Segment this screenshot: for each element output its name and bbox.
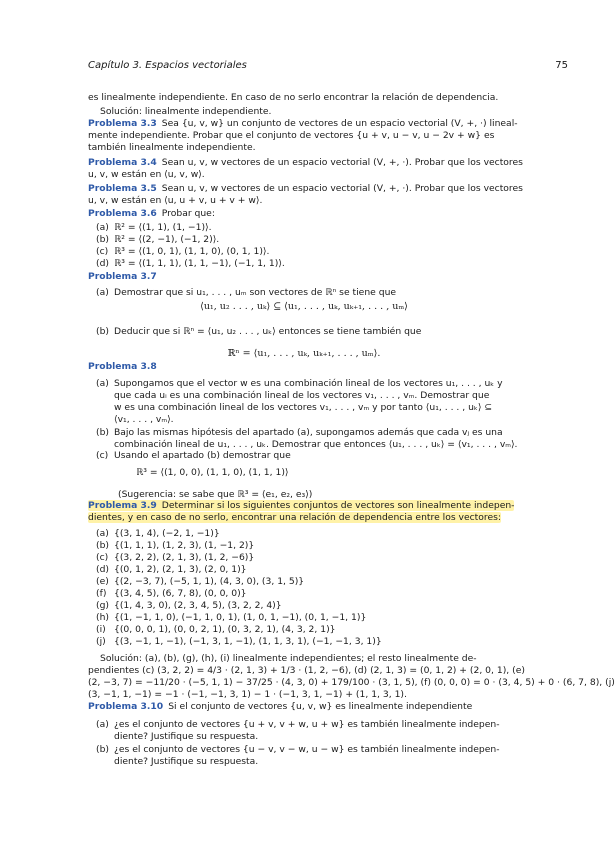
problem-heading-line — [88, 500, 520, 511]
line-text: Determinar si los siguientes conjuntos de vectores son linealmente indepen- — [161, 500, 515, 511]
list-item — [96, 528, 520, 539]
list-item — [96, 427, 520, 438]
line-content — [88, 118, 518, 129]
text-line — [88, 92, 520, 103]
list-item — [96, 258, 520, 269]
item-label: (c) — [96, 552, 109, 563]
problem-heading-line — [88, 118, 520, 129]
line-text: w es una combinación lineal de los vectores v₁, . . . , vₘ y por tanto ⟨u₁, . . . , uₖ⟩ ⊆ — [114, 402, 493, 413]
line-content — [96, 540, 254, 551]
item-label: (b) — [96, 744, 110, 755]
line-content — [96, 552, 254, 563]
line-content — [88, 195, 262, 206]
item-label: (j) — [96, 636, 106, 647]
problem-heading-line — [88, 183, 523, 194]
problem-heading-line — [88, 271, 520, 282]
line-text: pendientes (c) (3, 2, 2) = 4/3 · (2, 1, 3) + 1/3 · (1, 2, −6), (d) (2, 1, 3) = (0, 1, 2) + (2, 0, 1), (e) — [88, 665, 525, 676]
line-content — [96, 744, 500, 755]
text-line — [100, 106, 520, 117]
line-text: {(3, 4, 5), (6, 7, 8), (0, 0, 0)} — [114, 588, 247, 599]
line-content — [88, 92, 498, 103]
list-item — [96, 600, 520, 611]
list-item — [96, 450, 520, 461]
line-text: mente independiente. Probar que el conjunto de vectores {u + v, u − v, u − 2v + w} es — [88, 130, 495, 141]
problem-label: Problema 3.4 — [88, 157, 157, 168]
line-text: también linealmente independiente. — [88, 142, 256, 153]
list-item — [96, 246, 520, 257]
problem-label: Problema 3.9 — [88, 500, 157, 511]
item-label: (a) — [96, 528, 109, 539]
list-item — [96, 624, 520, 635]
line-content — [114, 390, 489, 401]
line-content — [96, 450, 291, 461]
line-text: es linealmente independiente. En caso de no serlo encontrar la relación de dependencia. — [88, 92, 499, 103]
line-text: ¿es el conjunto de vectores {u − v, v − w, u − w} es también linealmente indepen- — [114, 744, 500, 755]
list-item — [96, 287, 520, 298]
line-content — [96, 576, 304, 587]
text-line — [114, 756, 520, 767]
line-content — [96, 588, 247, 599]
item-label: (d) — [96, 564, 110, 575]
text-line — [114, 414, 520, 425]
list-item — [96, 552, 520, 563]
list-item — [96, 744, 520, 755]
line-text: diente? Justifique su respuesta. — [114, 731, 259, 742]
line-text: que cada uᵢ es una combinación lineal de los vectores v₁, . . . , vₘ. Demostrar que — [114, 390, 490, 401]
line-content — [88, 169, 205, 180]
line-content — [114, 402, 492, 413]
line-content — [114, 414, 174, 425]
line-content — [96, 246, 269, 257]
line-content — [96, 528, 220, 539]
line-text: {(0, 0, 0, 1), (0, 0, 2, 1), (0, 3, 2, 1), (4, 3, 2, 1)} — [114, 624, 336, 635]
line-content — [136, 467, 289, 478]
problem-label: Problema 3.10 — [88, 701, 164, 712]
problem-label: Problema 3.6 — [88, 208, 157, 219]
line-text: Deducir que si ℝⁿ = ⟨u₁, u₂ . . . , uₖ⟩ entonces se tiene también que — [114, 326, 422, 337]
text-line — [88, 142, 520, 153]
display-equation: ℝⁿ = ⟨u₁, . . . , uₖ, uₖ₊₁, . . . , uₘ⟩. — [227, 348, 381, 359]
line-text: (2, −3, 7) = −11/20 · (−5, 1, 1) − 37/25 · (4, 3, 0) + 179/100 · (3, 1, 5), (f) (0, 0, 0) = 0 · (3, 4, 5) + 0 · (6, 7, 8), (j) — [88, 677, 615, 688]
line-text: u, v, w están en ⟨u, v, w⟩. — [88, 169, 205, 180]
line-content — [96, 222, 212, 233]
line-text: combinación lineal de u₁, . . . , uₖ. Demostrar que entonces ⟨u₁, . . . , uₖ⟩ = ⟨v₁, . . . , vₘ⟩. — [114, 439, 518, 450]
line-text: u, v, w están en ⟨u, u + v, u + v + w⟩. — [88, 195, 263, 206]
text-line — [88, 677, 615, 688]
item-label: (b) — [96, 540, 110, 551]
line-content — [88, 183, 523, 194]
line-content — [88, 271, 162, 282]
line-content — [96, 719, 500, 730]
line-content — [96, 636, 382, 647]
line-text: dientes, y en caso de no serlo, encontrar una relación de dependencia entre los vectores: — [88, 512, 501, 523]
text-line — [114, 731, 520, 742]
line-content — [96, 326, 421, 337]
line-content — [118, 489, 312, 500]
list-item — [96, 719, 520, 730]
line-text: {(0, 1, 2), (2, 1, 3), (2, 0, 1)} — [114, 564, 247, 575]
line-text: {(1, 1, 1), (1, 2, 3), (1, −1, 2)} — [114, 540, 255, 551]
list-item — [96, 234, 520, 245]
line-text: (Sugerencia: se sabe que ℝ³ = ⟨e₁, e₂, e₃⟩) — [118, 489, 313, 500]
text-line — [88, 665, 525, 676]
problem-label: Problema 3.5 — [88, 183, 157, 194]
line-text: {(3, 2, 2), (2, 1, 3), (1, 2, −6)} — [114, 552, 255, 563]
text-line — [88, 169, 520, 180]
line-text: diente? Justifique su respuesta. — [114, 756, 259, 767]
line-text: ℝ³ = ⟨(1, 0, 1), (1, 1, 0), (0, 1, 1)⟩. — [114, 246, 270, 257]
line-text: Usando el apartado (b) demostrar que — [114, 450, 291, 461]
problem-heading-line — [88, 361, 520, 372]
line-text: ℝ³ = ⟨(1, 1, 1), (1, 1, −1), (−1, 1, 1)⟩. — [114, 258, 285, 269]
list-item — [96, 564, 520, 575]
line-content — [96, 427, 503, 438]
item-label: (c) — [96, 450, 109, 461]
item-label: (a) — [96, 287, 109, 298]
highlighted-text — [88, 500, 514, 511]
line-text: {(3, −1, 1, −1), (−1, 3, 1, −1), (1, 1, 3, 1), (−1, −1, 3, 1)} — [114, 636, 382, 647]
line-text: Sean u, v, w vectores de un espacio vectorial (V, +, ·). Probar que los vectores — [161, 183, 523, 194]
item-label: (i) — [96, 624, 106, 635]
chapter-title: Capítulo 3. Espacios vectoriales — [88, 60, 247, 71]
text-line — [136, 467, 520, 478]
line-content — [88, 689, 407, 700]
line-content — [96, 234, 219, 245]
line-text: Sean u, v, w vectores de un espacio vectorial (V, +, ·). Probar que los vectores — [161, 157, 523, 168]
text-line — [88, 689, 520, 700]
line-content — [100, 106, 271, 117]
display-equation: ⟨u₁, u₂ . . . , uₖ⟩ ⊆ ⟨u₁, . . . , uₖ, uₖ₊₁, . . . , uₘ⟩ — [200, 301, 408, 312]
item-label: (a) — [96, 378, 109, 389]
list-item — [96, 636, 520, 647]
line-content — [114, 439, 517, 450]
list-item — [96, 540, 520, 551]
text-line — [88, 512, 520, 523]
line-text: ℝ² = ⟨(1, 1), (1, −1)⟩. — [114, 222, 212, 233]
item-label: (f) — [96, 588, 107, 599]
problem-label: Problema 3.7 — [88, 271, 157, 282]
line-text: Sea {u, v, w} un conjunto de vectores de un espacio vectorial (V, +, ·) lineal- — [161, 118, 518, 129]
line-content — [96, 600, 282, 611]
line-text: Probar que: — [161, 208, 215, 219]
line-text: Solución: linealmente independiente. — [100, 106, 272, 117]
line-content — [100, 653, 477, 664]
text-line — [114, 402, 520, 413]
item-label: (c) — [96, 246, 109, 257]
text-line — [100, 653, 520, 664]
highlighted-text — [88, 512, 501, 523]
line-text: {(3, 1, 4), (−2, 1, −1)} — [114, 528, 220, 539]
line-content — [88, 208, 215, 219]
line-content — [96, 612, 366, 623]
list-item — [96, 612, 520, 623]
list-item — [96, 222, 520, 233]
line-text: Bajo las mismas hipótesis del apartado (a), supongamos además que cada vⱼ es una — [114, 427, 503, 438]
line-content — [96, 624, 336, 635]
line-content — [96, 258, 285, 269]
item-label: (b) — [96, 234, 110, 245]
line-text: {(1, 4, 3, 0), (2, 3, 4, 5), (3, 2, 2, 4)} — [114, 600, 282, 611]
item-label: (b) — [96, 427, 110, 438]
text-line — [114, 390, 520, 401]
list-item — [96, 378, 520, 389]
line-text: ⟨v₁, . . . , vₘ⟩. — [114, 414, 174, 425]
page-header — [88, 60, 568, 74]
line-text: Demostrar que si u₁, . . . , uₘ son vectores de ℝⁿ se tiene que — [114, 287, 397, 298]
problem-heading-line — [88, 208, 520, 219]
line-content — [96, 287, 396, 298]
problem-heading-line — [88, 701, 520, 712]
line-text: ℝ² = ⟨(2, −1), (−1, 2)⟩. — [114, 234, 220, 245]
list-item — [96, 588, 520, 599]
list-item — [96, 576, 520, 587]
line-text: ℝ³ = ⟨(1, 0, 0), (1, 1, 0), (1, 1, 1)⟩ — [136, 467, 289, 478]
problem-label: Problema 3.3 — [88, 118, 157, 129]
item-label: (e) — [96, 576, 109, 587]
text-line — [88, 195, 520, 206]
line-content — [114, 756, 258, 767]
text-line — [114, 439, 520, 450]
line-text: Solución: (a), (b), (g), (h), (i) linealmente independientes; el resto linealmente de- — [100, 653, 477, 664]
problem-heading-line — [88, 157, 523, 168]
line-content — [88, 665, 525, 676]
line-text: {(2, −3, 7), (−5, 1, 1), (4, 3, 0), (3, 1, 5)} — [114, 576, 305, 587]
text-line — [88, 130, 520, 141]
list-item — [96, 326, 520, 337]
problem-label: Problema 3.8 — [88, 361, 157, 372]
item-label: (a) — [96, 222, 109, 233]
line-content — [88, 677, 615, 688]
line-content — [96, 564, 247, 575]
text-line — [118, 489, 520, 500]
line-text: (3, −1, 1, −1) = −1 · (−1, −1, 3, 1) − 1 · (−1, 3, 1, −1) + (1, 1, 3, 1). — [88, 689, 407, 700]
line-content — [96, 378, 503, 389]
line-content — [88, 157, 523, 168]
line-content — [88, 701, 472, 712]
item-label: (b) — [96, 326, 110, 337]
line-text: Si el conjunto de vectores {u, v, w} es linealmente independiente — [168, 701, 473, 712]
line-text: ¿es el conjunto de vectores {u + v, v + w, u + w} es también linealmente indepen- — [114, 719, 500, 730]
item-label: (d) — [96, 258, 110, 269]
item-label: (h) — [96, 612, 109, 623]
line-text: Supongamos que el vector w es una combinación lineal de los vectores u₁, . . . , uₖ y — [114, 378, 503, 389]
line-content — [114, 731, 258, 742]
line-content — [88, 130, 494, 141]
item-label: (a) — [96, 719, 109, 730]
line-content — [88, 361, 162, 372]
page-number: 75 — [555, 60, 568, 71]
line-content — [88, 142, 256, 153]
item-label: (g) — [96, 600, 110, 611]
line-text: {(1, −1, 1, 0), (−1, 1, 0, 1), (1, 0, 1, −1), (0, 1, −1, 1)} — [114, 612, 367, 623]
